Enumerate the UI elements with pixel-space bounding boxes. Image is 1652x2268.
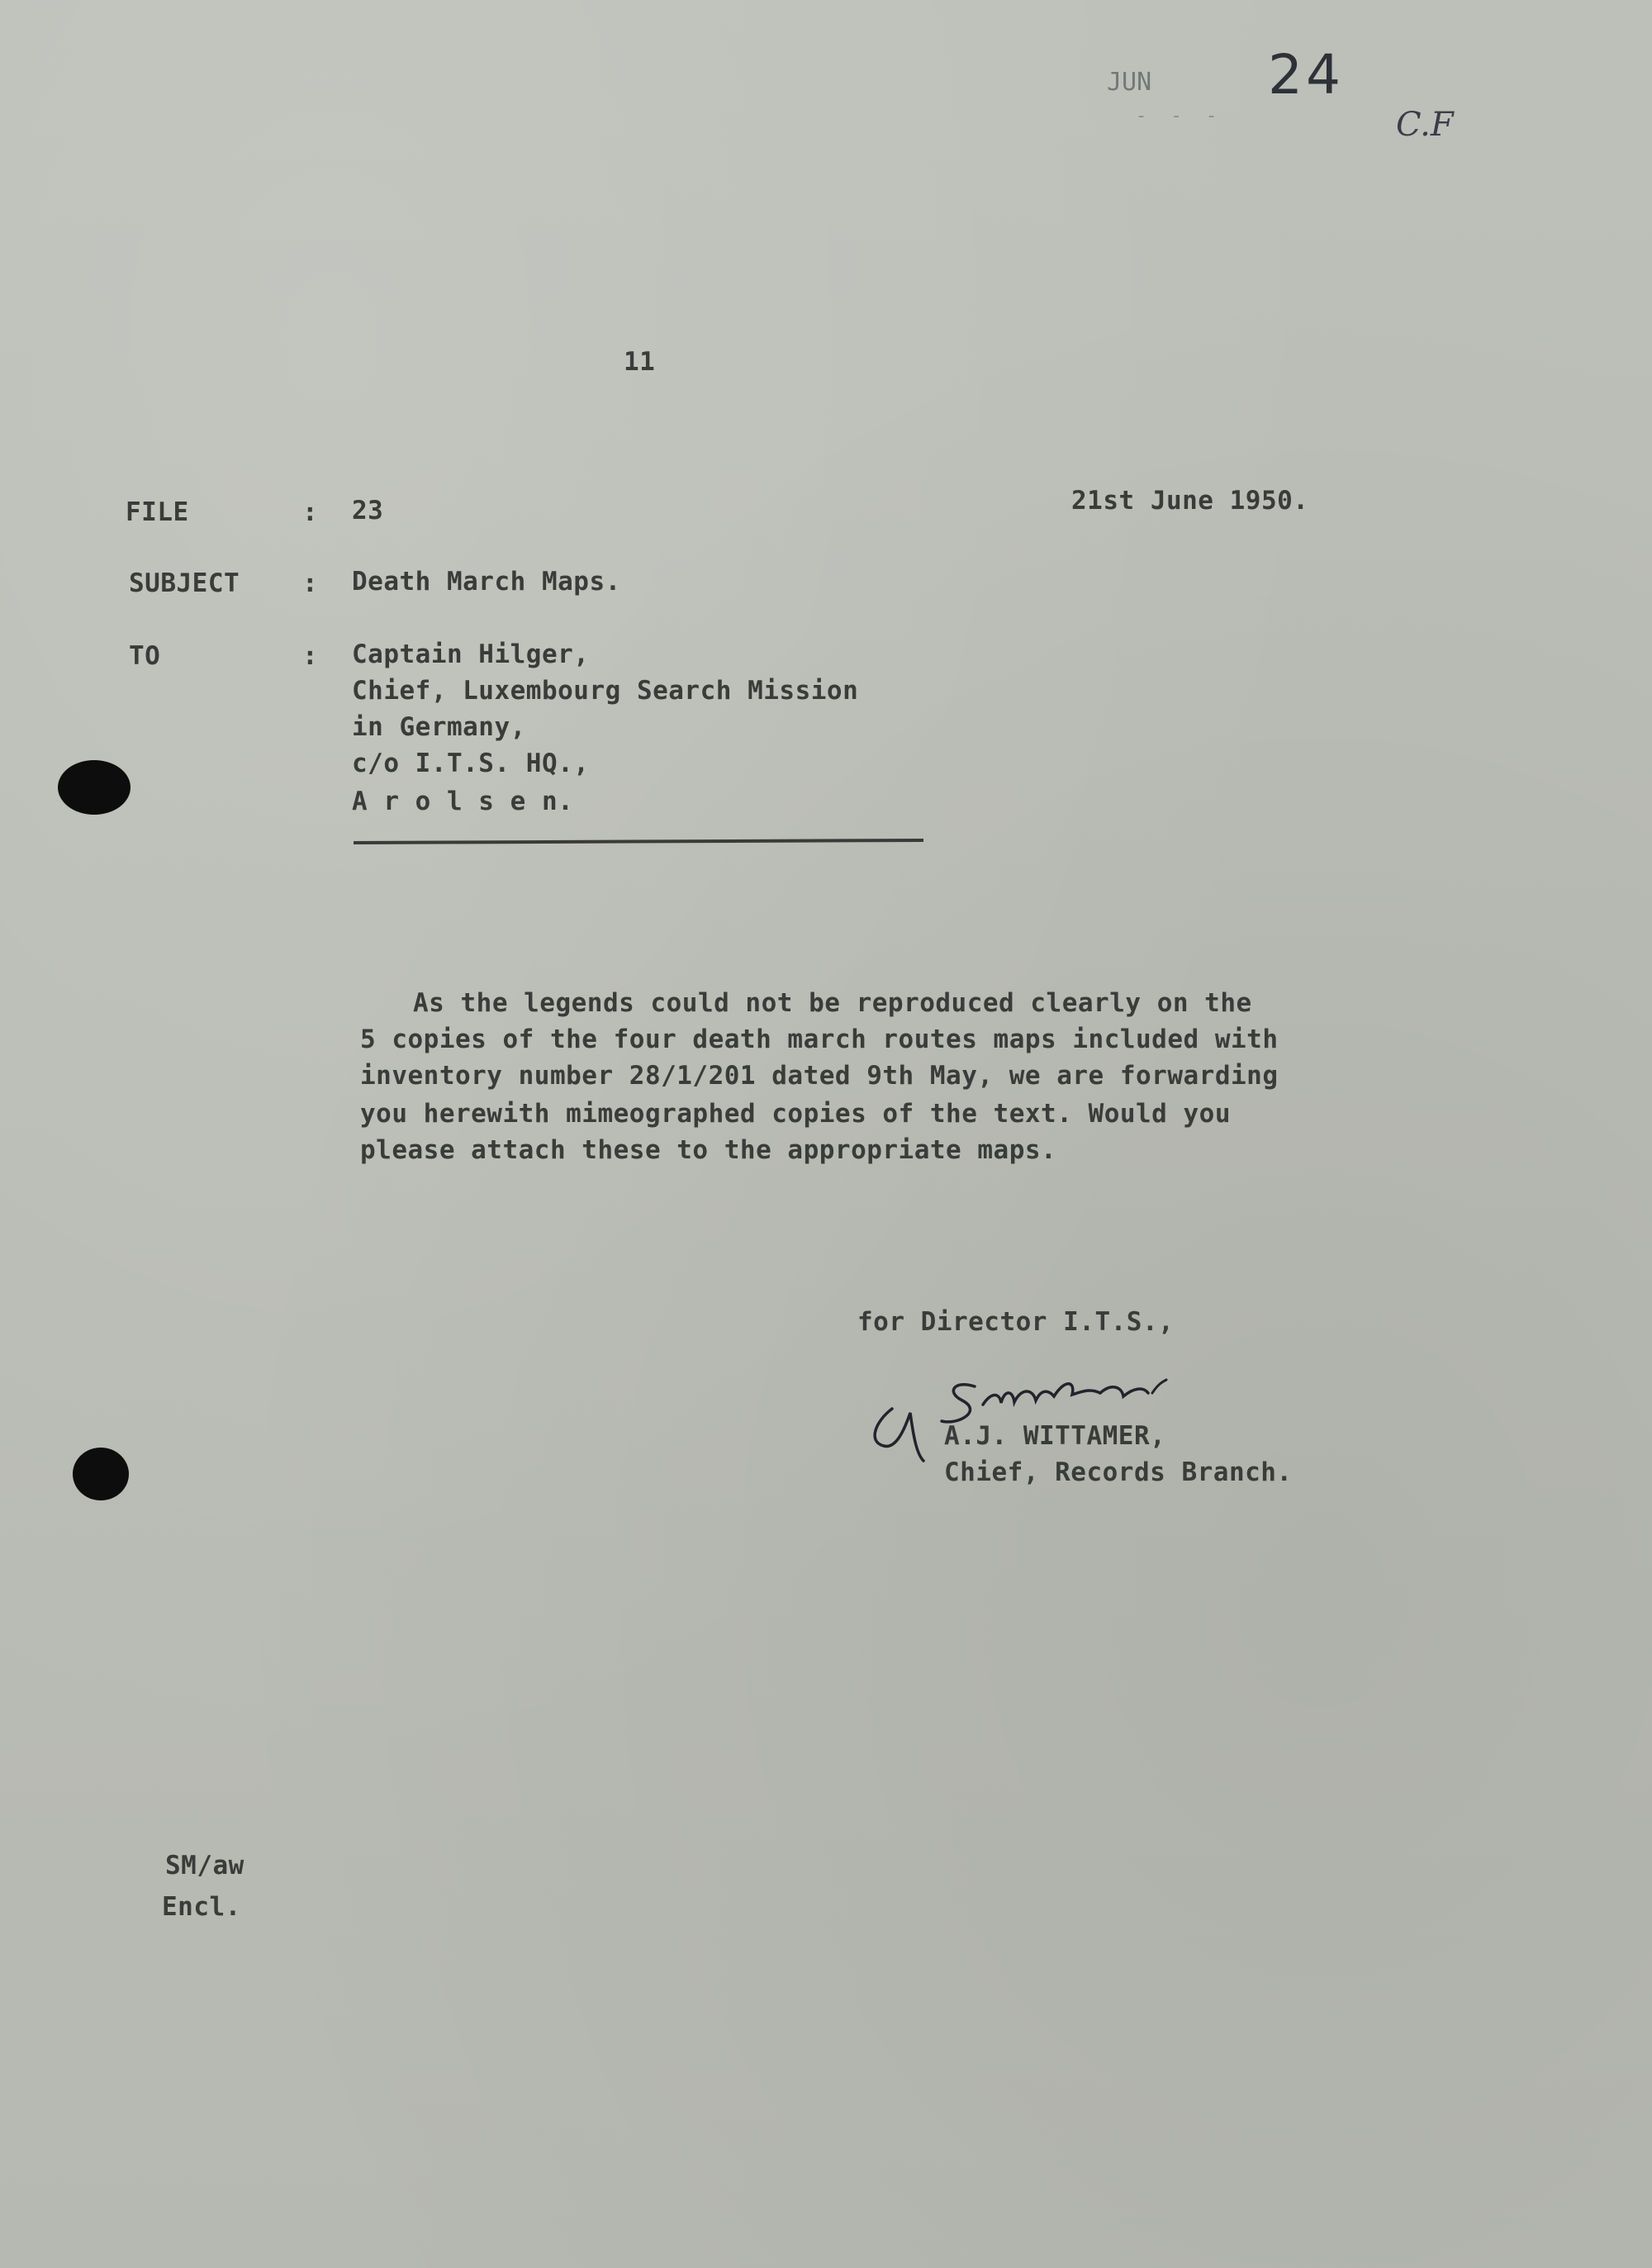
body-line: inventory number 28/1/201 dated 9th May, we are forwarding bbox=[360, 1061, 1279, 1091]
address-underline bbox=[354, 839, 923, 844]
body-line: 5 copies of the four death march routes maps included with bbox=[360, 1025, 1279, 1054]
body-line: please attach these to the appropriate maps. bbox=[360, 1135, 1057, 1165]
recipient-line: in Germany, bbox=[352, 712, 526, 742]
subject-value: Death March Maps. bbox=[352, 567, 621, 597]
recipient-city: A r o l s e n. bbox=[352, 787, 574, 816]
file-separator: : bbox=[302, 497, 319, 527]
handwritten-signature bbox=[859, 1363, 1206, 1471]
recipient-line: Chief, Luxembourg Search Mission bbox=[352, 676, 859, 706]
recipient-line: Captain Hilger, bbox=[352, 640, 590, 669]
signatory-for-line: for Director I.T.S., bbox=[857, 1307, 1175, 1337]
received-stamp-text: JUN bbox=[1107, 68, 1152, 97]
typist-initials: SM/aw bbox=[165, 1851, 244, 1880]
to-label: TO bbox=[129, 641, 161, 671]
received-stamp-dashes: - - - bbox=[1136, 106, 1224, 126]
signatory-name: A.J. WITTAMER, bbox=[944, 1421, 1166, 1451]
signatory-title: Chief, Records Branch. bbox=[944, 1457, 1293, 1487]
letter-date: 21st June 1950. bbox=[1071, 486, 1309, 516]
file-value: 23 bbox=[352, 496, 384, 525]
page-number: 11 bbox=[624, 347, 656, 377]
to-separator: : bbox=[302, 641, 319, 671]
body-line: you herewith mimeographed copies of the text. Would you bbox=[360, 1099, 1231, 1129]
pencil-annotation: C.F bbox=[1396, 106, 1454, 144]
enclosure-note: Encl. bbox=[162, 1892, 241, 1922]
recipient-line: c/o I.T.S. HQ., bbox=[352, 749, 590, 778]
body-line: As the legends could not be reproduced clearly on the bbox=[413, 988, 1252, 1018]
subject-label: SUBJECT bbox=[129, 568, 240, 598]
stamp-number: 24 bbox=[1268, 43, 1344, 107]
subject-separator: : bbox=[302, 568, 319, 598]
file-label: FILE bbox=[126, 497, 189, 527]
punch-hole bbox=[73, 1448, 129, 1500]
punch-hole bbox=[58, 760, 131, 815]
